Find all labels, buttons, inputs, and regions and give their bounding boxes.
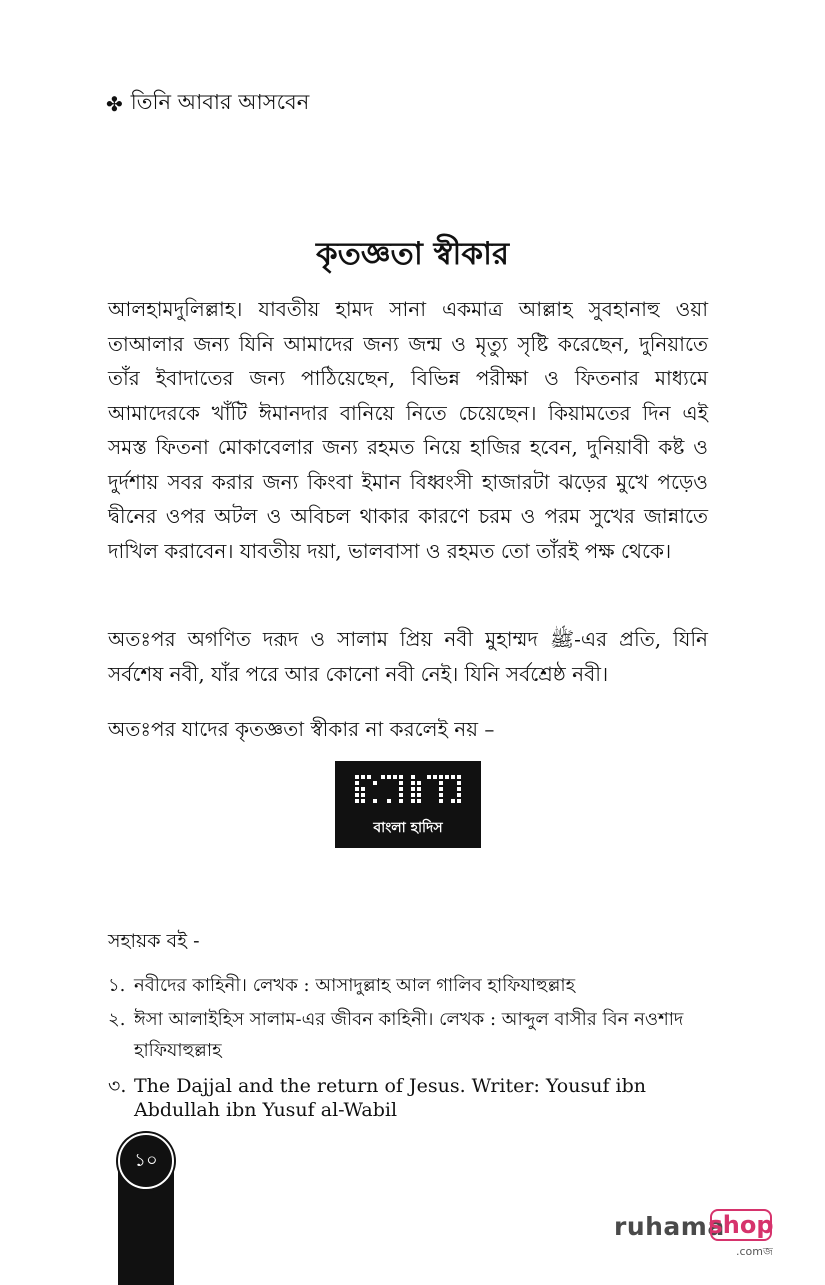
- dots-logo-icon: [335, 761, 481, 821]
- brand-shop: shop: [708, 1211, 774, 1239]
- bangla-hadith-logo: [335, 761, 481, 848]
- brand-domain: .comজ: [736, 1245, 773, 1258]
- list-item: [108, 1004, 710, 1066]
- list-item-number: ২.: [108, 1009, 126, 1030]
- paragraph-durood: অতঃপর অগণিত দরূদ ও সালাম প্রিয় নবী মুহাম্মদ ﷺ-এর প্রতি, যিনি সর্বশেষ নবী, যাঁর পরে আর কোনো নবী নেই। যিনি সর্বশ্রেষ্ঠ নবী।: [108, 627, 708, 686]
- logo-text: বাংলা হাদিস: [373, 820, 443, 836]
- brand-word: ruhama: [614, 1212, 725, 1241]
- references-heading: সহায়ক বই -: [108, 930, 200, 952]
- section-title: কৃতজ্ঞতা স্বীকার: [315, 236, 510, 272]
- running-header: [106, 86, 309, 121]
- ornament-icon: ✤: [106, 91, 123, 116]
- page-number: ১০: [118, 1133, 174, 1189]
- list-item-number: ৩.: [108, 1075, 127, 1097]
- list-item-number: ১.: [108, 975, 126, 996]
- running-header-title: তিনি আবার আসবেন: [130, 90, 310, 114]
- paragraph-acknowledge: অতঃপর যাদের কৃতজ্ঞতা স্বীকার না করলেই নয় –: [108, 717, 495, 741]
- list-item: [108, 1074, 710, 1122]
- paragraph-gratitude: আলহামদুলিল্লাহ। যাবতীয় হামদ সানা একমাত্র আল্লাহ সুবহানাহু ওয়া তাআলার জন্য যিনি আমাদের জন্য জন্ম ও মৃত্যু সৃষ্টি করেছেন, দুনিয়াতে তাঁর ইবাদাতের জন্য পাঠিয়েছেন, বিভিন্ন পরীক্ষা ও ফিতনার মাধ্যমে আমাদেরকে খাঁটি ঈমানদার বানিয়ে নিতে চেয়েছেন। কিয়ামতের দিন এই সমস্ত ফিতনা মোকাবেলার জন্য রহমত নিয়ে হাজির হবেন, দুনিয়াবী কষ্ট ও দুর্দশায় সবর করার জন্য কিংবা ইমান বিধ্বংসী হাজারটা ঝড়ের মুখে পড়েও দ্বীনের ওপর অটল ও অবিচল থাকার কারণে চরম ও পরম সুখের জান্নাতে দাখিল করাবেন। যাবতীয় দয়া, ভালবাসা ও রহমত তো তাঁরই পক্ষ থেকে।: [108, 297, 708, 563]
- list-item-text: নবীদের কাহিনী। লেখক : আসাদুল্লাহ আল গালিব হাফিযাহুল্লাহ: [134, 975, 576, 996]
- list-item-text: ঈসা আলাইহিস সালাম-এর জীবন কাহিনী। লেখক : আব্দুল বাসীর বিন নওশাদ হাফিযাহুল্লাহ: [134, 1009, 684, 1061]
- list-item: [108, 970, 710, 1001]
- list-item-text: The Dajjal and the return of Jesus. Writer: Yousuf ibn Abdullah ibn Yusuf al-Wabil: [134, 1075, 646, 1121]
